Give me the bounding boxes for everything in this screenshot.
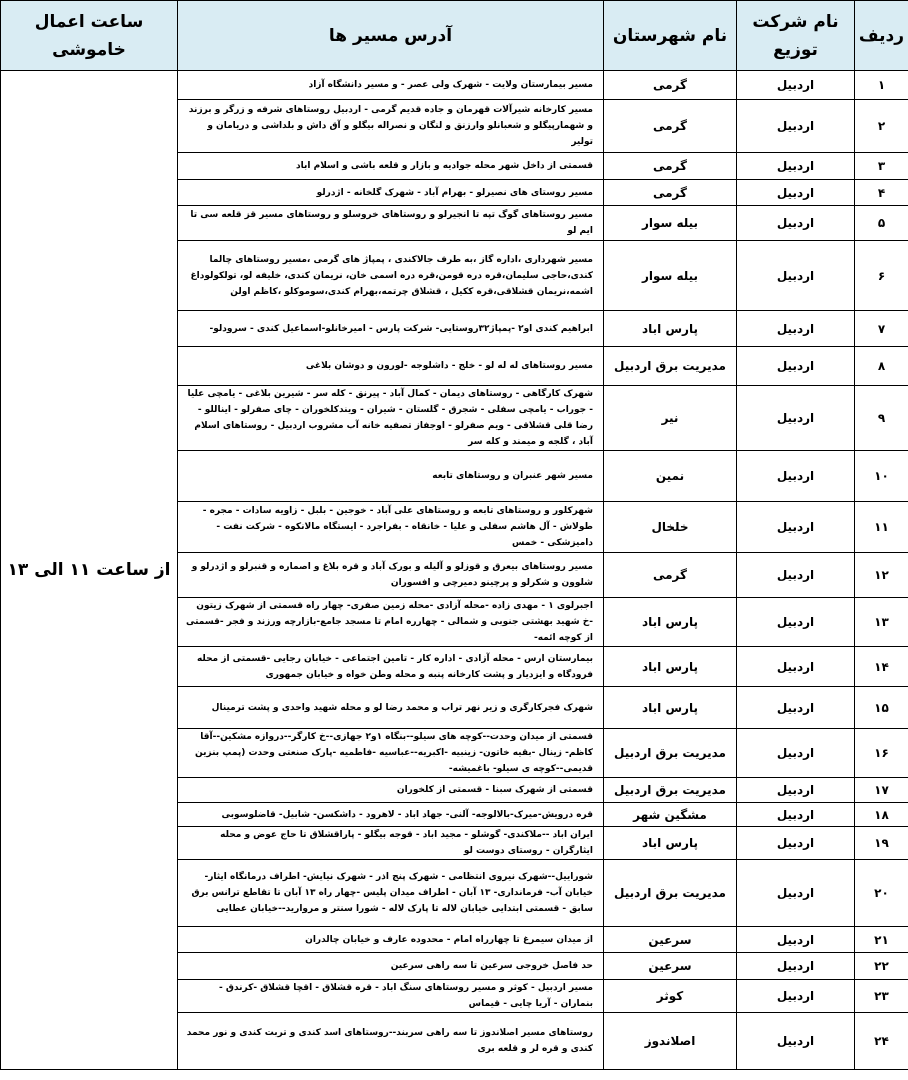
route-address: شهرکلور و روستاهای تابعه و روستاهای علی آباد - خوجین - بلبل - زاویه سادات - مجره - طولاش - آل هاشم سفلی و علیا - خانقاه - بفراجرد - ایستگاه مالانکوه - شرکت نفت - دامیزشکی - خمس [178, 502, 604, 553]
city-name: پارس اباد [604, 827, 737, 860]
row-number: ۱۷ [855, 778, 908, 803]
route-address: اجبرلوی ۱ - مهدی زاده -محله آزادی -محله زمین صفری- چهار راه قسمتی از شهرک زیتون -خ شهید بهشتی جنوبی و شمالی - چهارره امام تا مسجد جامع-بازارچه ورزند و فجر -قسمتی از کوچه ائمه- [178, 598, 604, 647]
route-address: مسیر روستاهای بیعرق و قوزلو و آلیله و بورک آباد و قره بلاغ و اصماره و قنبرلو و اژدرلو و شلوون و شکرلو و پرچینو دمیرچی و افسوران [178, 553, 604, 598]
city-name: کوثر [604, 980, 737, 1013]
outage-hours: از ساعت ۱۱ الی ۱۳ [1, 71, 178, 1070]
table-row [1, 71, 908, 100]
company-name: اردبیل [737, 953, 855, 980]
company-name: اردبیل [737, 180, 855, 206]
company-name: اردبیل [737, 980, 855, 1013]
header-address: آدرس مسیر ها [178, 1, 604, 71]
row-number: ۲ [855, 100, 908, 153]
city-name: گرمی [604, 100, 737, 153]
header-company: نام شرکت توزیع [737, 1, 855, 71]
city-name: سرعین [604, 953, 737, 980]
company-name: اردبیل [737, 451, 855, 502]
city-name: بیله سوار [604, 206, 737, 241]
row-number: ۱۰ [855, 451, 908, 502]
city-name: نمین [604, 451, 737, 502]
company-name: اردبیل [737, 1013, 855, 1070]
row-number: ۲۴ [855, 1013, 908, 1070]
route-address: شوراییل--شهرک نیروی انتظامی - شهرک پنج اذر - شهرک نیایش- اطراف درمانگاه ایثار- خیابان آب- فرمانداری- ۱۳ آبان - اطراف میدان پلیس -چهار راه ۱۳ آبان تا تقاطع ترانس برق سابق - قسمتی ابتدایی خیابان لاله تا پارک لاله - شورا سنتر و مروارید--خیابان عطایی [178, 860, 604, 927]
city-name: مدیریت برق اردبیل [604, 860, 737, 927]
company-name: اردبیل [737, 827, 855, 860]
company-name: اردبیل [737, 100, 855, 153]
header-hours: ساعت اعمال خاموشی [1, 1, 178, 71]
company-name: اردبیل [737, 729, 855, 778]
row-number: ۱۲ [855, 553, 908, 598]
company-name: اردبیل [737, 241, 855, 311]
route-address: ایران اباد --ملاکندی- گوشلو - مجید اباد - قوجه بیگلو - پاراقشلاق تا حاج عوض و محله ایثارگران - روستای دوست لو [178, 827, 604, 860]
route-address: قسمتی از میدان وحدت--کوچه های سیلو--بنگاه ۱و۲ جهازی--خ کارگر--دروازه مشکین--آقا کاظم- زینال -بقیه خاتون- زینبیه -اکبریه--عباسیه -فاطمیه -پارک صنعتی وحدت (پمپ بنزین قدیمی--کوچه ی سیلو- باغمیشه- [178, 729, 604, 778]
route-address: شهرک کارگاهی - روستاهای دیمان - کمال آباد - پیرنق - کله سر - شیرین بلاغی - یامچی علیا - جوراب - یامچی سفلی - شجرق - گلستان - شیران - ویندکلخوران - چای صفرلو - ایناللو - رضا قلی قشلاقی - ویم صفرلو - اوجفاز تصفیه خانه آب مشروب اردبیل - روستاهای اسلام آباد ، گلجه و میمند و کله سر [178, 386, 604, 451]
row-number: ۹ [855, 386, 908, 451]
route-address: شهرک فجرکارگری و زیر نهر تراب و محمد رضا لو و محله شهید واحدی و پشت ترمینال [178, 687, 604, 729]
table-body [1, 71, 908, 1070]
row-number: ۵ [855, 206, 908, 241]
city-name: مدیریت برق اردبیل [604, 347, 737, 386]
city-name: سرعین [604, 927, 737, 953]
company-name: اردبیل [737, 153, 855, 180]
route-address: مسیر روستای های نصیرلو - بهرام آباد - شهرک گلخانه - اژدرلو [178, 180, 604, 206]
city-name: پارس اباد [604, 687, 737, 729]
route-address: حد فاصل خروجی سرعین تا سه راهی سرعین [178, 953, 604, 980]
company-name: اردبیل [737, 502, 855, 553]
row-number: ۱۱ [855, 502, 908, 553]
company-name: اردبیل [737, 553, 855, 598]
city-name: گرمی [604, 153, 737, 180]
row-number: ۱۵ [855, 687, 908, 729]
city-name: نیر [604, 386, 737, 451]
city-name: بیله سوار [604, 241, 737, 311]
row-number: ۲۲ [855, 953, 908, 980]
city-name: اصلاندوز [604, 1013, 737, 1070]
city-name: گرمی [604, 71, 737, 100]
header-row [1, 1, 908, 71]
row-number: ۶ [855, 241, 908, 311]
row-number: ۱ [855, 71, 908, 100]
company-name: اردبیل [737, 386, 855, 451]
city-name: پارس اباد [604, 311, 737, 347]
row-number: ۱۴ [855, 647, 908, 687]
route-address: بیمارستان ارس - محله آزادی - اداره کار - تامین اجتماعی - خیابان رجایی -قسمتی از محله فرودگاه و ایزدیار و پشت کارخانه پنبه و محله وطن خواه و خیابان جمهوری [178, 647, 604, 687]
city-name: مدیریت برق اردبیل [604, 778, 737, 803]
row-number: ۲۳ [855, 980, 908, 1013]
route-address: مسیر روستاهای له له لو - خلج - داشلوجه -لورون و دوشان بلاغی [178, 347, 604, 386]
city-name: پارس اباد [604, 647, 737, 687]
row-number: ۱۹ [855, 827, 908, 860]
route-address: قسمتی از داخل شهر محله جوادیه و بازار و قلعه باشی و اسلام اباد [178, 153, 604, 180]
route-address: مسیر اردبیل - کوثر و مسیر روستاهای سنگ اباد - قره قشلاق - اقچا قشلاق -کرندق - بنماران - آریا چایی - قیماس [178, 980, 604, 1013]
company-name: اردبیل [737, 647, 855, 687]
company-name: اردبیل [737, 347, 855, 386]
company-name: اردبیل [737, 311, 855, 347]
route-address: ابراهیم کندی او۲ -پمپاژ۳۲روستایی- شرکت پارس - امیرخانلو-اسماعیل کندی - سرودلو- [178, 311, 604, 347]
row-number: ۱۳ [855, 598, 908, 647]
company-name: اردبیل [737, 803, 855, 827]
row-number: ۸ [855, 347, 908, 386]
route-address: مسیر شهرداری ،اداره گاز ،به طرف جالاکندی ، پمپاژ های گرمی ،مسیر روستاهای چالما کندی،حاجی سلیمان،قره دره قومن،قره دره اسمی خان، نریمان کندی، خلیفه لو، تولکولوداغ اشمه،نریمان قشلاقی،قره ککیل ، قشلاق چرتمه،بهرام کندی،سوموکلو ،کاظم اولن [178, 241, 604, 311]
row-number: ۴ [855, 180, 908, 206]
city-name: گرمی [604, 180, 737, 206]
route-address: مسیر بیمارستان ولایت - شهرک ولی عصر - و مسیر دانشگاه آزاد [178, 71, 604, 100]
city-name: مدیریت برق اردبیل [604, 729, 737, 778]
route-address: مسیر شهر عنبران و روستاهای تابعه [178, 451, 604, 502]
row-number: ۲۰ [855, 860, 908, 927]
route-address: قسمتی از شهرک سبنا - قسمتی از کلخوران [178, 778, 604, 803]
row-number: ۷ [855, 311, 908, 347]
company-name: اردبیل [737, 860, 855, 927]
row-number: ۳ [855, 153, 908, 180]
route-address: مسیر کارخانه شیرآلات قهرمان و جاده قدیم گرمی - اردبیل روستاهای شرفه و زرگر و برزند و شهمارپیگلو و شعبانلو وارزنق و لنگان و نصراله بیگلو و آق داش و بلداشی و دریامان و تولیر [178, 100, 604, 153]
route-address: روستاهای مسیر اصلاندوز تا سه راهی سربند--روستاهای اسد کندی و تربت کندی و نور محمد کندی و قره لر و قلعه بری [178, 1013, 604, 1070]
row-number: ۲۱ [855, 927, 908, 953]
header-city: نام شهرستان [604, 1, 737, 71]
city-name: پارس اباد [604, 598, 737, 647]
route-address: مسیر روستاهای گوگ تپه تا انجیرلو و روستاهای خروسلو و روستاهای مسیر قز قلعه سی تا ایم لو [178, 206, 604, 241]
row-number: ۱۸ [855, 803, 908, 827]
route-address: از میدان سیمرغ تا چهارراه امام - محدوده عارف و خیابان چالدران [178, 927, 604, 953]
city-name: خلخال [604, 502, 737, 553]
route-address: قره درویش-میرک-بالالوجه- آلنی- جهاد اباد - لاهرود - داشکسن- شابیل- قاضلوسوبی [178, 803, 604, 827]
city-name: مشگین شهر [604, 803, 737, 827]
company-name: اردبیل [737, 687, 855, 729]
company-name: اردبیل [737, 206, 855, 241]
header-row-no: ردیف [855, 1, 908, 71]
company-name: اردبیل [737, 71, 855, 100]
company-name: اردبیل [737, 927, 855, 953]
row-number: ۱۶ [855, 729, 908, 778]
city-name: گرمی [604, 553, 737, 598]
company-name: اردبیل [737, 598, 855, 647]
company-name: اردبیل [737, 778, 855, 803]
